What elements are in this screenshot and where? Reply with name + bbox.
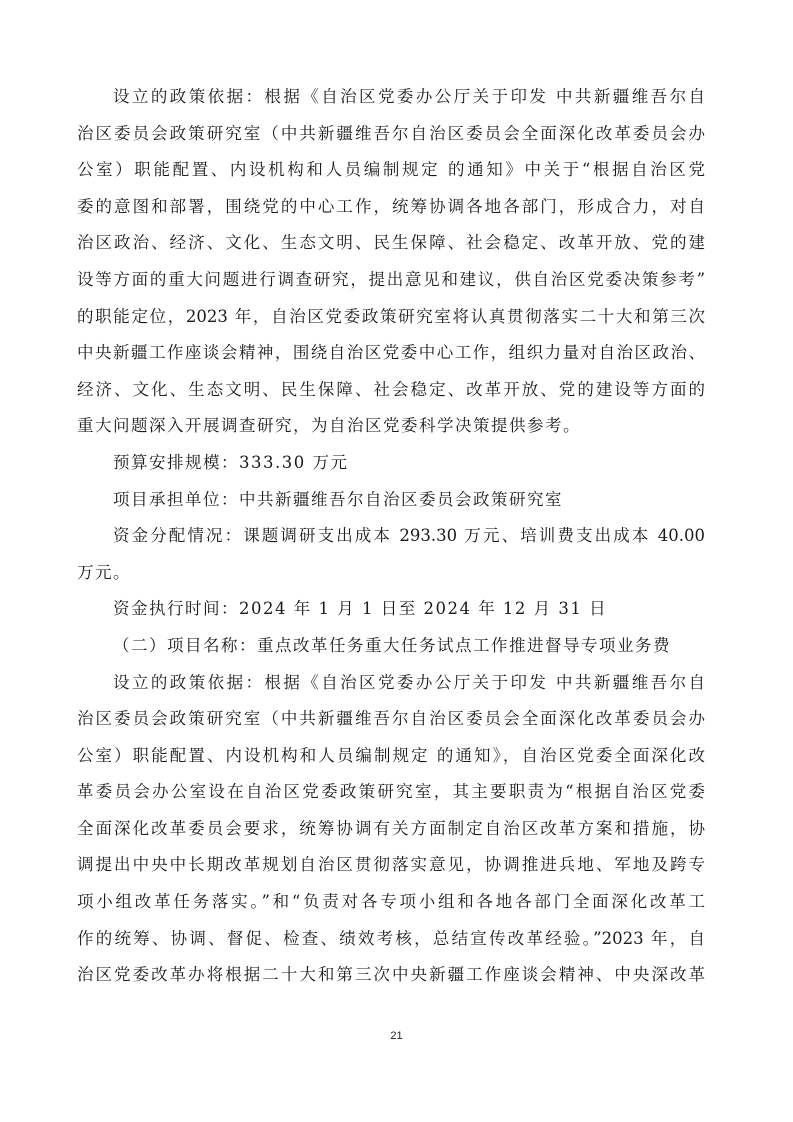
text-line: 中央新疆工作座谈会精神，围绕自治区党委中心工作，组织力量对自治区政治、 <box>77 343 705 363</box>
document-body <box>77 82 705 997</box>
text-line: 公室）职能配置、内设机构和人员编制规定 的通知》，自治区党委全面深化改 <box>77 745 705 765</box>
execution-period: 资金执行时间：2024 年 1 月 1 日至 2024 年 12 月 31 日 <box>113 599 608 619</box>
text-line: 的职能定位，2023 年，自治区党委政策研究室将认真贯彻落实二十大和第三次 <box>77 306 705 326</box>
text-line: 全面深化改革委员会要求，统筹协调有关方面制定自治区改革方案和措施，协 <box>77 818 705 838</box>
text-line: 治区委员会政策研究室（中共新疆维吾尔自治区委员会全面深化改革委员会办 <box>77 709 705 729</box>
text-line: 设等方面的重大问题进行调查研究，提出意见和建议，供自治区党委决策参考” <box>77 269 705 289</box>
text-line: 设立的政策依据：根据《自治区党委办公厅关于印发 中共新疆维吾尔自 <box>113 87 705 106</box>
fund-allocation: 资金分配情况：课题调研支出成本 293.30 万元、培训费支出成本 40.00 <box>113 526 705 546</box>
undertaking-unit: 项目承担单位：中共新疆维吾尔自治区委员会政策研究室 <box>113 489 563 509</box>
text-line: 万元。 <box>77 562 131 582</box>
text-line: 革委员会办公室设在自治区党委政策研究室，其主要职责为“根据自治区党委 <box>77 782 705 802</box>
text-line: 公室）职能配置、内设机构和人员编制规定 的通知》中关于“根据自治区党 <box>77 160 705 180</box>
text-line: 治区政治、经济、文化、生态文明、民生保障、社会稳定、改革开放、党的建 <box>77 233 705 253</box>
budget-scale: 预算安排规模：333.30 万元 <box>113 452 349 472</box>
text-line: 设立的政策依据：根据《自治区党委办公厅关于印发 中共新疆维吾尔自 <box>113 672 705 692</box>
page-number: 21 <box>390 1030 403 1042</box>
text-line: 调提出中央中长期改革规划自治区贯彻落实意见，协调推进兵地、军地及跨专 <box>77 855 705 875</box>
section-heading: （二）项目名称：重点改革任务重大任务试点工作推进督导专项业务费 <box>113 635 671 655</box>
text-line: 委的意图和部署，围绕党的中心工作，统筹协调各地各部门，形成合力，对自 <box>77 196 705 216</box>
text-line: 重大问题深入开展调查研究，为自治区党委科学决策提供参考。 <box>77 416 581 436</box>
text-line: 经济、文化、生态文明、民生保障、社会稳定、改革开放、党的建设等方面的 <box>77 379 705 399</box>
text-line: 项小组改革任务落实。”和“负责对各专项小组和各地各部门全面深化改革工 <box>77 892 705 912</box>
text-line: 作的统筹、协调、督促、检查、绩效考核，总结宣传改革经验。”2023 年，自 <box>77 928 705 948</box>
text-line: 治区党委改革办将根据二十大和第三次中央新疆工作座谈会精神、中央深改革 <box>77 965 705 985</box>
text-line: 治区委员会政策研究室（中共新疆维吾尔自治区委员会全面深化改革委员会办 <box>77 123 705 143</box>
